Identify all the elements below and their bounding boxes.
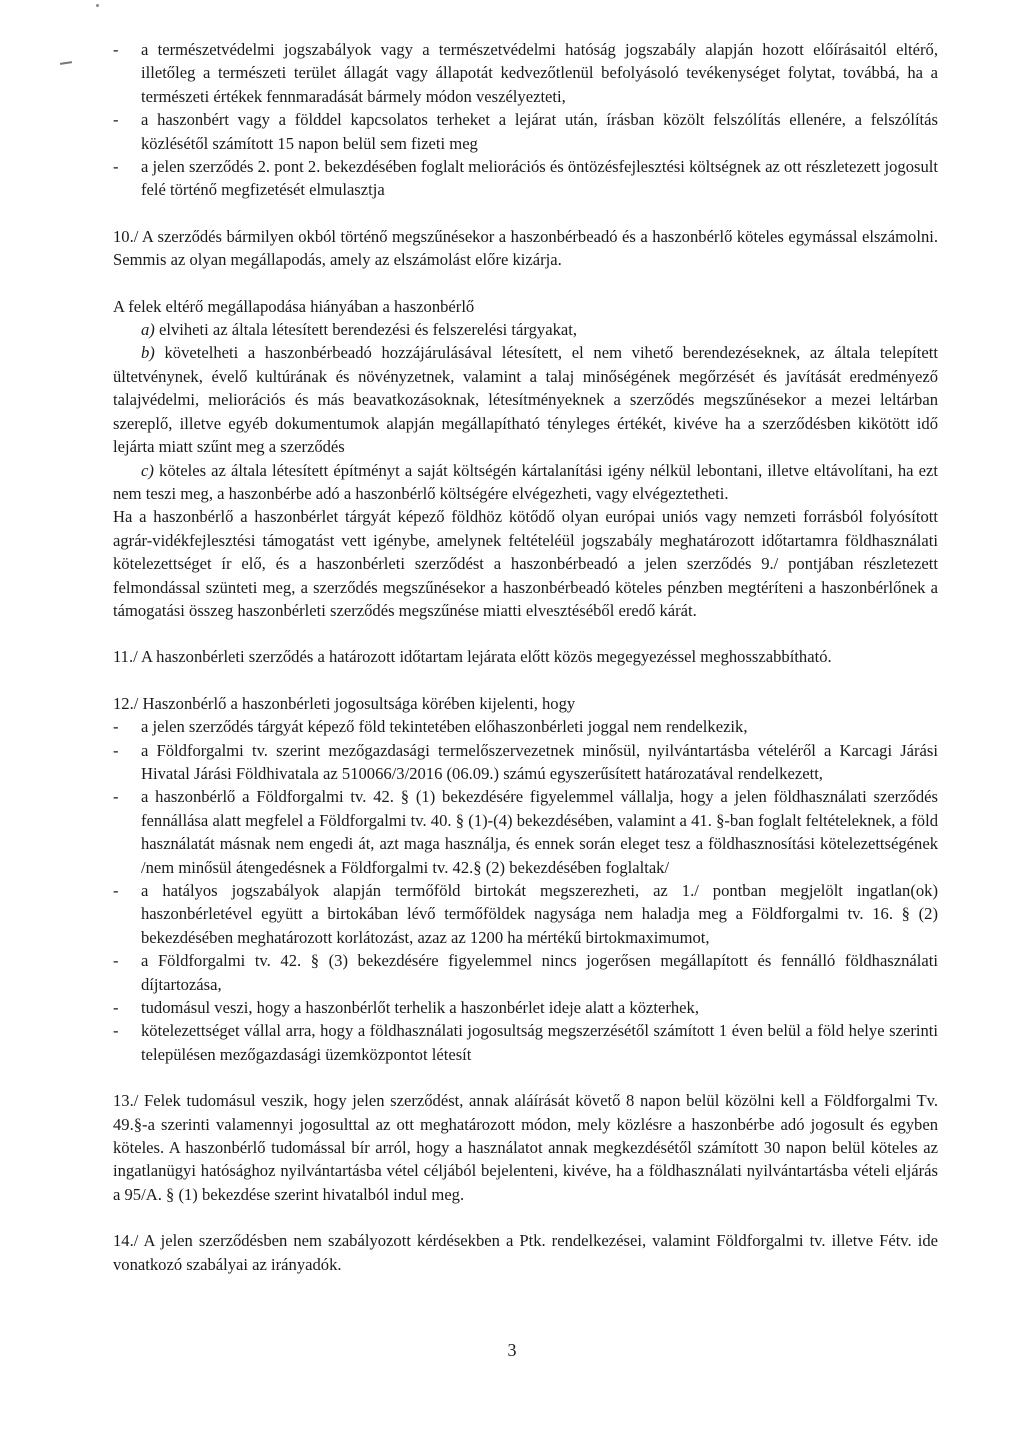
- dash-bullet: -: [113, 717, 119, 737]
- dash-bullet: -: [113, 881, 119, 900]
- dash-bullet: -: [113, 787, 119, 807]
- list-item: - a Földforgalmi tv. szerint mezőgazdasági termelőszervezetnek minősül, nyilvántartásba vételéről a Karcagi Járási Hivatal Járási Földhivatala az 510066/3/2016 (06.09.) számú egyszerűsített határozatával rendelkezett,: [113, 740, 938, 783]
- list-item: - a Földforgalmi tv. 42. § (3) bekezdésére figyelemmel nincs jogerősen megállapított és fennálló földhasználati díjtartozása,: [113, 951, 938, 994]
- section-10-item-a: a) elviheti az általa létesített berendezési és felszerelési tárgyakat,: [141, 320, 577, 340]
- dash-bullet: -: [113, 740, 119, 760]
- list-item: - kötelezettséget vállal arra, hogy a földhasználati jogosultság megszerzésétől számított 1 éven belül a föld helye szerinti településen mezőgazdasági üzemközpontot létesít: [113, 1021, 938, 1064]
- dash-bullet: -: [113, 1021, 119, 1041]
- section-10-paragraph: 10./ A szerződés bármilyen okból történő megszűnésekor a haszonbérbeadó és a haszonbérlő köteles egymással elszámolni. Semmis az olyan megállapodás, amely az elszámolást előre kizárja.: [113, 226, 938, 270]
- list-item: - a hatályos jogszabályok alapján termőföld birtokát megszerezheti, az 1./ pontban megjelölt ingatlan(ok) haszonbérletével együtt a birtokában lévő termőföldek nagysága nem haladja meg a Földforgalmi tv. 16. § (2) bekezdésében meghatározott korlátozást, azaz az 1200 ha mértékű birtokmaximumot,: [113, 881, 938, 947]
- section-12-lead: 12./ Haszonbérlő a haszonbérleti jogosultsága körében kijelenti, hogy: [113, 693, 576, 713]
- list-item: - a haszonbért vagy a földdel kapcsolatos terheket a lejárat után, írásban közölt felszólítás ellenére, a felszólítás közlésétől számított 15 napon belül sem fizeti meg: [113, 110, 938, 153]
- section-10-support-paragraph: Ha a haszonbérlő a haszonbérlet tárgyát képező földhöz kötődő olyan európai uniós vagy nemzeti forrásból folyósított agrár-vidékfejlesztési támogatást vett igénybe, amelynek feltételéül jogszabály meghatározott időtartamra földhasználati kötelezettséget ír elő, és a haszonbérleti szerződést a haszonbérbeadó a jelen szerződés 9./ pontjában részletezett felmondással szünteti meg, a szerződés megszűnésekor a haszonbérbeadó köteles pénzben megtéríteni a haszonbérlőnek a támogatási összeg haszonbérleti szerződés megszűnése miatti elvesztéséből eredő kárát.: [113, 507, 938, 620]
- section-10-item-b: b) követelheti a haszonbérbeadó hozzájárulásával létesített, el nem vihető berendezéseknek, az általa telepített ültetvénynek, évelő kultúrának és növényzetnek, valamint a talaj minőségének megőrzését és javítását eredményező talajvédelmi, meliorációs és más beavatkozásoknak, létesítményeknek a szerződés megszűnésekor a mezei leltárban szereplő, illetve egyéb dokumentumok alapján megállapítható tényleges értékét, kivéve ha a szerződésben kikötött idő lejárta miatt szűnt meg a szerződés: [113, 343, 938, 457]
- dash-bullet: -: [113, 110, 119, 130]
- section-10-lead: A felek eltérő megállapodása hiányában a haszonbérlő: [113, 296, 475, 316]
- dash-bullet: -: [113, 998, 119, 1018]
- page-number: 3: [507, 1340, 517, 1360]
- list-item: - tudomásul veszi, hogy a haszonbérlőt terhelik a haszonbérlet ideje alatt a közterhek,: [113, 996, 938, 1019]
- dash-bullet: -: [113, 951, 119, 971]
- section-11-paragraph: 11./ A haszonbérleti szerződés a határozott időtartam lejárata előtt közös megegyezéssel meghosszabbítható.: [113, 647, 832, 667]
- list-item: - a jelen szerződés 2. pont 2. bekezdésében foglalt meliorációs és öntözésfejlesztési költségnek az ott részletezett jogosult felé történő megfizetését elmulasztja: [113, 157, 938, 200]
- intro-list: [113, 38, 938, 202]
- section-12-list: [113, 715, 938, 1066]
- scan-mark: [96, 4, 99, 7]
- section-10-item-c: c) köteles az általa létesített építményt a saját költségén kártalanítási igény nélkül lebontani, illetve eltávolítani, ha ezt nem teszi meg, a haszonbérbe adó a haszonbérlő költségére elvégezheti, vagy elvégeztetheti.: [113, 460, 938, 503]
- section-13-paragraph: 13./ Felek tudomásul veszik, hogy jelen szerződést, annak aláírását követő 8 napon belül közölni kell a Földforgalmi Tv. 49.§-a szerinti valamennyi jogosulttal az ott meghatározott módon, mely közlésre a haszonbérbe adó jogosult és egyben köteles. A haszonbérlő tudomással bír arról, hogy a használatot annak megkezdésétől számított 30 napon belül köteles az ingatlanügyi hatósághoz nyilvántartásba vétel céljából bejelenteni, kivéve, ha a földhasználati nyilvántartásba vételi eljárás a 95/A. § (1) bekezdése szerint hivatalból indul meg.: [113, 1091, 938, 1204]
- list-item: - a haszonbérlő a Földforgalmi tv. 42. § (1) bekezdésére figyelemmel vállalja, hogy a jelen földhasználati szerződés fennállása alatt megfelel a Földforgalmi tv. 40. § (1)-(4) bekezdésében, valamint a 41. §-ban foglalt feltételeknek, a föld használatát másnak nem engedi át, azt maga használja, és ennek során eleget tesz a földhasznosítási kötelezettségének /nem minősül átengedésnek a Földforgalmi tv. 42.§ (2) bekezdésében foglaltak/: [113, 787, 938, 877]
- document-body: [113, 38, 938, 1276]
- scan-mark: [60, 61, 72, 65]
- list-item: - a természetvédelmi jogszabályok vagy a természetvédelmi hatóság jogszabály alapján hozott előírásaitól eltérő, illetőleg a természeti terület állagát vagy állapotát kedvezőtlenül befolyásoló tevékenységet folytat, továbbá, ha a természeti értékek fennmaradását bármely módon veszélyezteti,: [113, 40, 938, 106]
- section-14-paragraph: 14./ A jelen szerződésben nem szabályozott kérdésekben a Ptk. rendelkezései, valamint Földforgalmi tv. illetve Fétv. ide vonatkozó szabályai az irányadók.: [113, 1231, 938, 1274]
- dash-bullet: -: [113, 40, 119, 59]
- list-item: - a jelen szerződés tárgyát képező föld tekintetében előhaszonbérleti joggal nem rendelkezik,: [113, 715, 938, 738]
- dash-bullet: -: [113, 157, 119, 177]
